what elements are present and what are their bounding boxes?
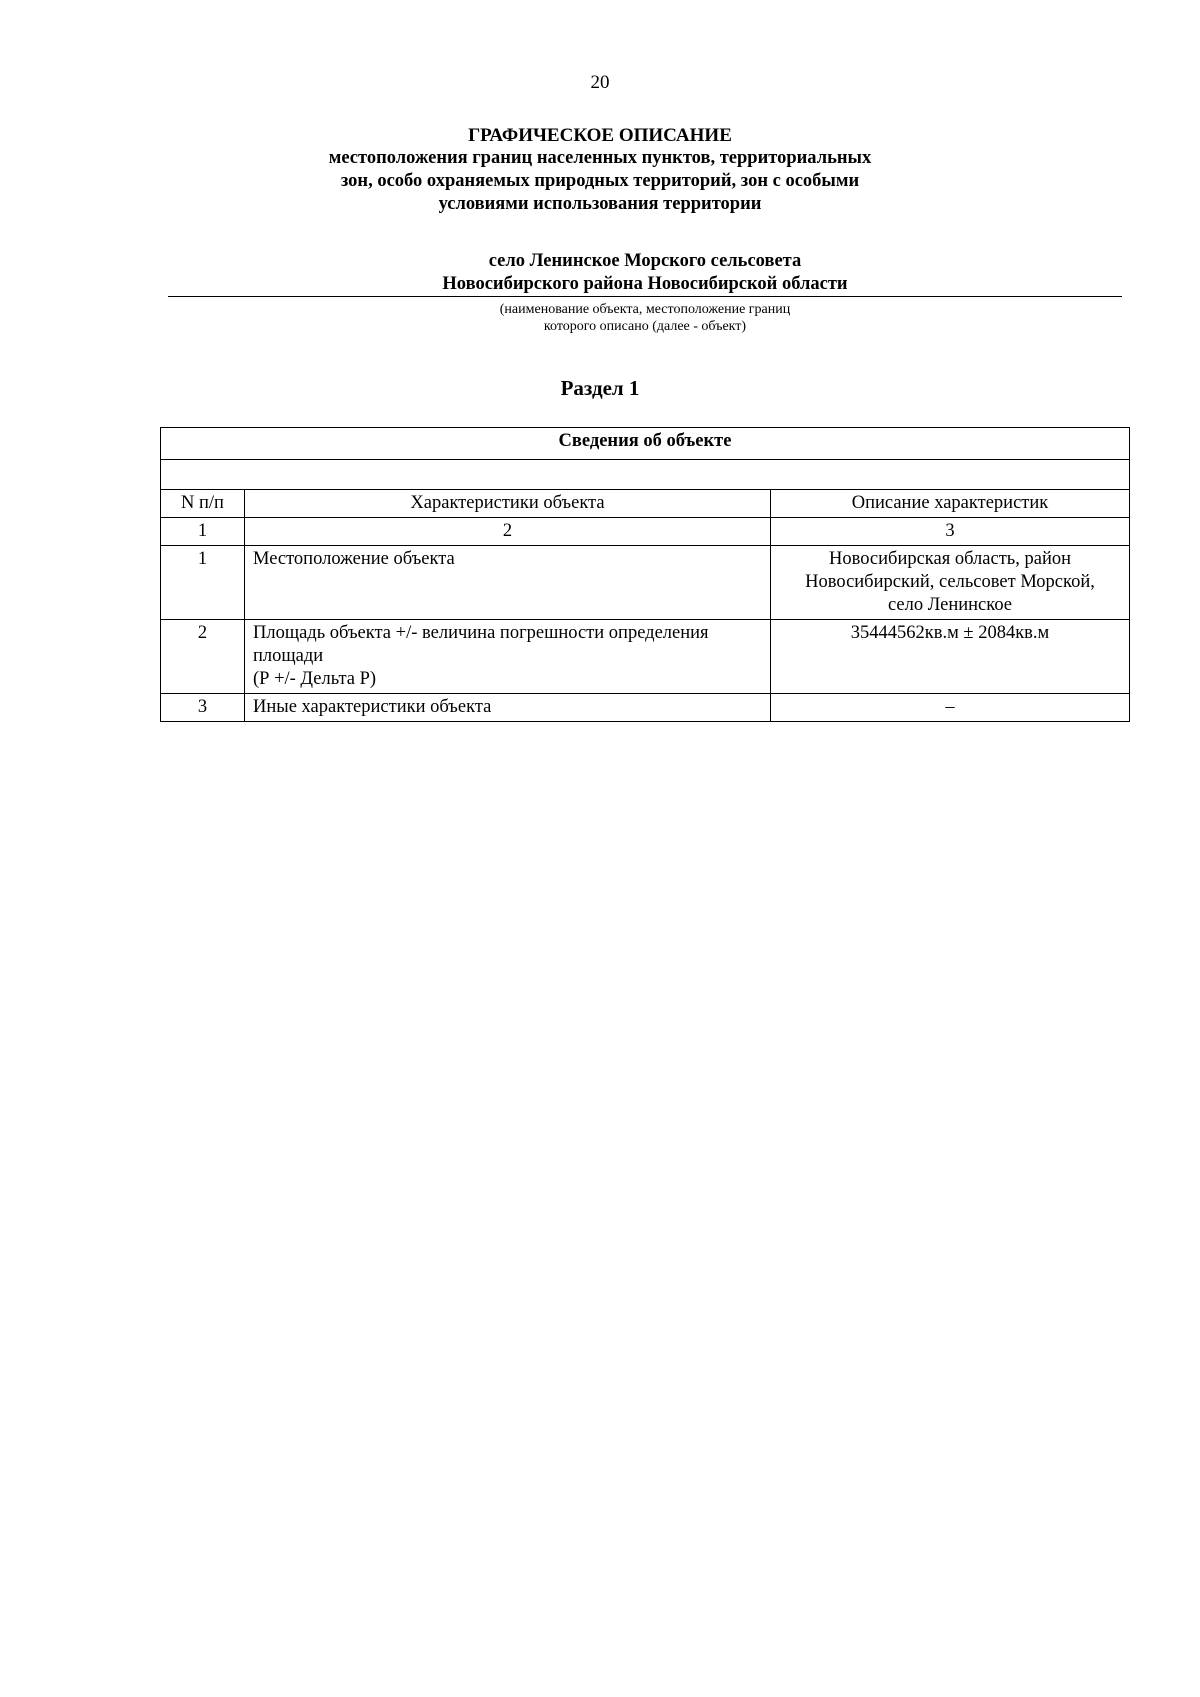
cell-line: 35444562кв.м ± 2084кв.м bbox=[850, 623, 1050, 643]
table-blank-cell bbox=[161, 460, 1130, 490]
section-title: Раздел 1 bbox=[560, 376, 640, 400]
object-info-table bbox=[160, 427, 1130, 722]
cell-line: село Ленинское bbox=[887, 595, 1013, 615]
row-characteristic bbox=[245, 694, 771, 722]
row-number: 1 bbox=[161, 546, 245, 620]
header-number: N п/п bbox=[161, 490, 245, 518]
cell-line: Новосибирский, сельсовет Морской, bbox=[805, 572, 1095, 592]
page-number: 20 bbox=[590, 72, 610, 93]
row-number: 2 bbox=[161, 620, 245, 694]
heading-line: условиями использования территории bbox=[438, 194, 762, 214]
object-name-line: село Ленинское Морского сельсовета bbox=[488, 251, 802, 271]
cell-line: Иные характеристики объекта bbox=[253, 697, 492, 717]
cell-line: (Р +/- Дельта Р) bbox=[253, 669, 377, 689]
heading-line: зон, особо охраняемых природных территорий, зон с особыми bbox=[340, 171, 860, 191]
numbering-cell: 2 bbox=[245, 518, 771, 546]
object-caption-line: которого описано (далее - объект) bbox=[543, 319, 747, 334]
table-numbering-row bbox=[161, 518, 1130, 546]
object-caption bbox=[168, 301, 1122, 335]
table-caption-row bbox=[161, 428, 1130, 460]
table-blank-row bbox=[161, 460, 1130, 490]
header-characteristic: Характеристики объекта bbox=[245, 490, 771, 518]
table-header-row bbox=[161, 490, 1130, 518]
numbering-cell: 3 bbox=[771, 518, 1130, 546]
object-name-line: Новосибирского района Новосибирской области bbox=[168, 273, 1122, 297]
table-row bbox=[161, 620, 1130, 694]
header-description: Описание характеристик bbox=[771, 490, 1130, 518]
row-description bbox=[771, 694, 1130, 722]
cell-line: площади bbox=[253, 646, 324, 666]
document-heading bbox=[0, 124, 1200, 216]
row-characteristic bbox=[245, 620, 771, 694]
cell-line: – bbox=[945, 697, 955, 717]
row-number: 3 bbox=[161, 694, 245, 722]
table-caption: Сведения об объекте bbox=[161, 428, 1130, 460]
row-characteristic bbox=[245, 546, 771, 620]
table-row bbox=[161, 546, 1130, 620]
table-row bbox=[161, 694, 1130, 722]
document-title: ГРАФИЧЕСКОЕ ОПИСАНИЕ bbox=[468, 125, 732, 146]
heading-line: местоположения границ населенных пунктов, территориальных bbox=[328, 148, 872, 168]
row-description bbox=[771, 620, 1130, 694]
cell-line: Площадь объекта +/- величина погрешности определения bbox=[253, 623, 709, 643]
row-description bbox=[771, 546, 1130, 620]
cell-line: Новосибирская область, район bbox=[828, 549, 1071, 569]
cell-line: Местоположение объекта bbox=[253, 549, 455, 569]
numbering-cell: 1 bbox=[161, 518, 245, 546]
object-caption-line: (наименование объекта, местоположение границ bbox=[499, 302, 791, 317]
object-name-block bbox=[168, 250, 1122, 335]
